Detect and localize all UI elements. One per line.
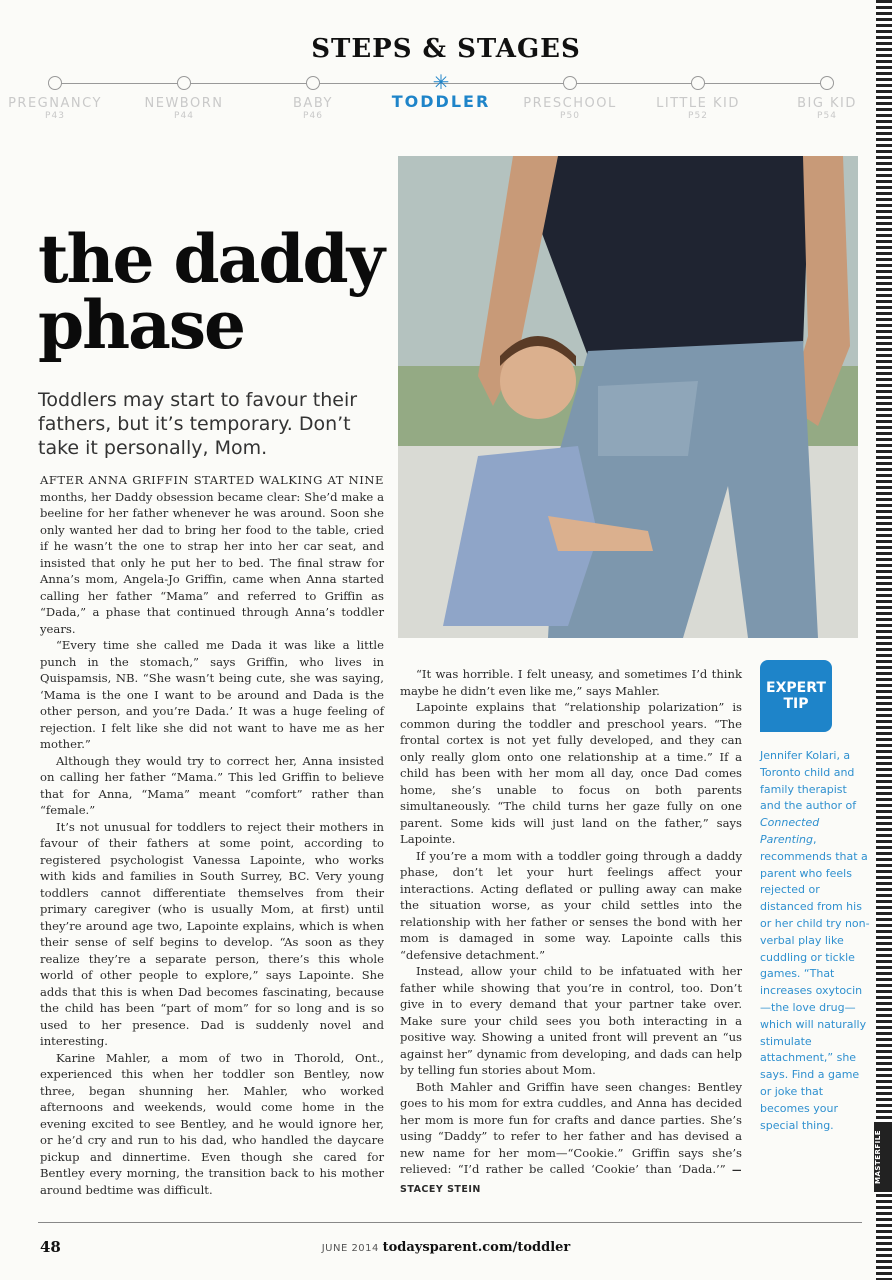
article-dek: Toddlers may start to favour their fathers, but it’s temporary. Don’t take it personally, Mom. [38,389,358,459]
tip-text-a: Jennifer Kolari, a Toronto child and family therapist and the author of [760,749,857,813]
headline-line-2: phase [38,286,245,364]
paragraph: Karine Mahler, a mom of two in Thorold, Ont., experienced this when her toddler son Bentley, now three, began shunning her. Mahler, who worked afternoons and weekends, would come home in the evening excited to see Bentley, and he would ignore her, or he’d cry and run to his dad, who handled the daycare pickup and dinnertime. Even though she cared for Bentley every morning, the transition back to his mother around bedtime was difficult. [40,1050,384,1197]
footer-line [0,1240,892,1255]
section-title: STEPS & STAGES [311,34,581,64]
stage-label: NEWBORN [144,96,224,111]
stage-preschool[interactable] [510,76,630,121]
stage-page: P52 [688,111,708,121]
footer-rule [38,1222,862,1223]
page-number: 48 [40,1238,61,1256]
stage-page: P46 [303,111,323,121]
stage-baby[interactable] [253,76,373,121]
paragraph: “Every time she called me Dada it was like a little punch in the stomach,” says Griffin, who lives in Quispamsis, NB. “She wasn’t being cute, she was saying, ‘Mama is the one I want to be around and Dada is the other person, and you’re Dada.’ It was a huge feeling of rejection. I felt like she did not want to have me as her mother.” [40,638,384,751]
paragraph: Lapointe explains that “relationship polarization” is common during the toddler and preschool years. “The frontal cortex is not yet fully developed, and they can only really glom onto one relationship at a time.” If a child has been with her mom all day, once Dad comes home, she’s unable to focus on both parents simultaneously. “The child turns her gaze fully on one parent. Some kids will just land on the father,” says Lapointe. [400,700,742,846]
stage-label: PREGNANCY [8,96,102,111]
headline-line-1: the daddy [38,220,383,298]
photo-credit: MASTERFILE [874,1122,892,1192]
stage-dot-icon [48,76,62,90]
stage-newborn[interactable] [124,76,244,121]
stage-label: PRESCHOOL [523,96,617,111]
father-son-photo [398,156,858,638]
stage-label: LITTLE KID [656,96,740,111]
stage-dot-icon [306,76,320,90]
expert-tip-text [760,748,870,1134]
stage-page: P54 [817,111,837,121]
article-column-2 [400,666,742,1198]
byline: —STACEY STEIN [400,1165,743,1195]
active-star-icon: ✳ [432,70,450,94]
stage-big-kid[interactable] [767,76,887,121]
paragraph: Instead, allow your child to be infatuated with her father while showing that you’re in control, too. Don’t give in to every demand that your partner take over. Make sure your child sees you both interacting in a positive way. Showing a united front will prevent an “us against her” dynamic from developing, and dads can help by telling fun stories about Mom. [400,964,742,1077]
paragraph: Although they would try to correct her, Anna insisted on calling her father “Mama.” This led Griffin to believe that for Anna, “Mama” meant “comfort” rather than “female.” [40,753,384,817]
article-column-1 [40,472,384,1198]
paragraph [400,1079,742,1199]
tip-book-title: Connected Parenting [760,816,820,846]
paragraph: If you’re a mom with a toddler going through a daddy phase, don’t let your hurt feelings affect your interactions. Acting deflated or pulling away can make the situation worse, as your child settles into the relationship with her father or senses the bond with her mom is damaged in some way. Lapointe calls this “defensive detachment.” [400,848,742,962]
stage-pregnancy[interactable] [0,76,115,121]
tip-text-b: , recommends that a parent who feels rejected or distanced from his or her child try non-verbal play like cuddling or tickle games. “That increases oxytocin—the love drug—which will naturally stimulate attachment,” she says. Find a game or joke that becomes your special thing. [760,832,870,1132]
stage-page: P44 [174,111,194,121]
page-edge-stripe [876,0,892,1280]
stage-dot-icon [820,76,834,90]
issue-date: JUNE 2014 [321,1243,379,1254]
badge-line-1: EXPERT [766,680,826,696]
paragraph-text: Both Mahler and Griffin have seen changes: Bentley goes to his mom for extra cuddles, and Anna has decided her mom is more fun for crafts and dance parties. She’s using “Daddy” to refer to her father and has devised a new name for her mom—“Cookie.” Griffin says she’s relieved: “I’d rather be called ‘Cookie’ than ‘Dada.’” [400,1079,742,1176]
stage-label: BABY [293,96,333,111]
stage-dot-icon [177,76,191,90]
expert-tip-badge [760,660,832,732]
stage-label: BIG KID [797,96,857,111]
lead-in-caps: AFTER ANNA GRIFFIN STARTED WALKING AT NINE [40,473,384,487]
badge-line-2: TIP [783,696,809,712]
paragraph: “It was horrible. I felt uneasy, and sometimes I’d think maybe he didn’t even like me,” says Mahler. [400,667,742,698]
article-headline [38,220,408,364]
paragraph: It’s not unusual for toddlers to reject their mothers in favour of their fathers at some point, according to registered psychologist Vanessa Lapointe, who works with kids and families in South Surrey, BC. Very young toddlers cannot differentiate themselves from their primary caregiver (who is usually Mom, at first) until they’re around age two, Lapointe explains, which is when their sense of self begins to develop. “As soon as they realize they’re a separate person, there’s this whole world of other people to explore,” says Lapointe. She adds that this is when Dad becomes fascinating, because the child has been “part of mom” for so long and is so used to her presence. Dad is suddenly novel and interesting. [40,819,384,1048]
paragraph [40,472,384,637]
stage-page: P50 [560,111,580,121]
paragraph-text: months, her Daddy obsession became clear: She’d make a beeline for her father whenever he was around. Soon she only wanted her dad to bring her food to the table, cried if he wasn’t the one to strap her into her car seat, and insisted that only he put her to bed. The final straw for Anna’s mom, Angela-Jo Griffin, came when Anna started calling her father “Mama” and referred to Griffin as “Dada,” a phase that continued through Anna’s toddler years. [40,489,384,636]
footer-url[interactable]: todaysparent.com/toddler [382,1240,571,1255]
stage-dot-icon [563,76,577,90]
stage-toddler[interactable] [381,70,501,111]
stage-dot-icon [691,76,705,90]
stage-little-kid[interactable] [638,76,758,121]
stage-label: TODDLER [391,92,491,111]
stage-page: P43 [45,111,65,121]
